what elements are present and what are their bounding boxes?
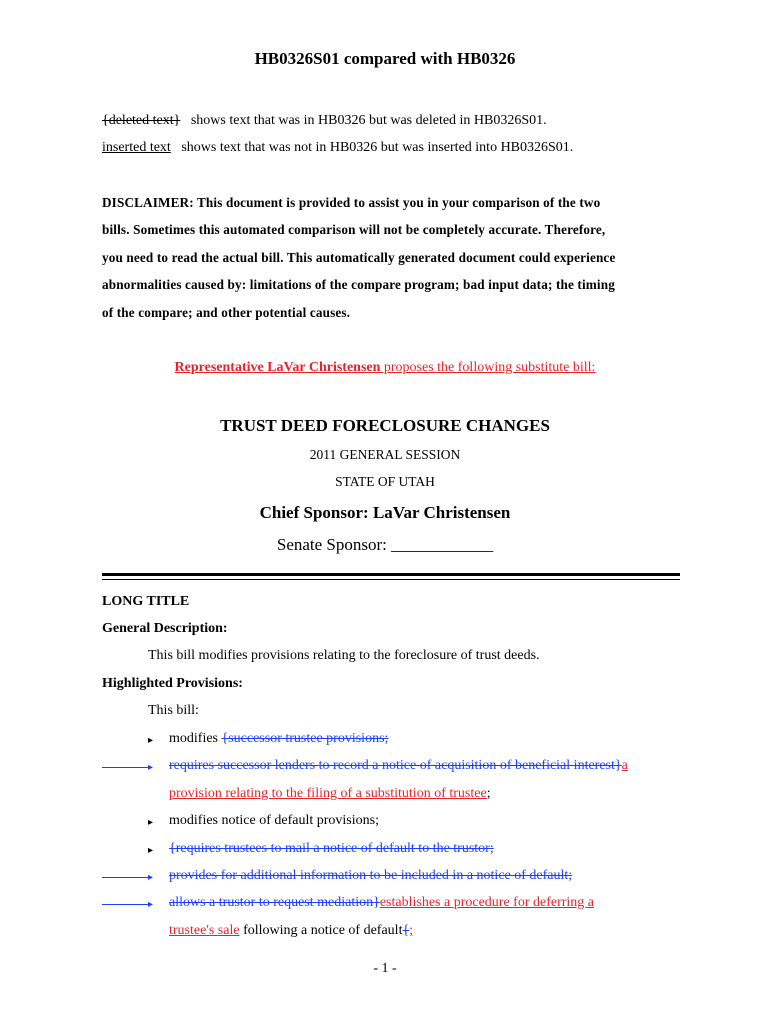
provision-6-deleted-end: { (402, 923, 410, 938)
page-number: - 1 - (373, 961, 397, 976)
bullet-icon: ▸ (148, 899, 154, 910)
chief-sponsor: Chief Sponsor: LaVar Christensen (259, 503, 511, 522)
header-divider-thick (102, 573, 680, 576)
long-title-heading: LONG TITLE (102, 594, 190, 609)
general-description-text: This bill modifies provisions relating to the foreclosure of trust deeds. (148, 648, 540, 663)
senate-sponsor: Senate Sponsor: ____________ (276, 535, 494, 554)
disclaimer-line-5: of the compare; and other potential causes. (102, 305, 351, 320)
provision-2-inserted: a (621, 758, 628, 773)
highlighted-provisions-heading: Highlighted Provisions: (102, 676, 243, 691)
provision-1-deleted: {successor trustee provisions; (221, 731, 389, 746)
bullet-icon: ▸ (148, 762, 154, 773)
provisions-intro: This bill: (148, 703, 199, 718)
bullet-icon: ▸ (148, 872, 154, 883)
provision-4 (169, 841, 494, 857)
inserted-description: shows text that was not in HB0326 but was inserted into HB0326S01. (181, 140, 574, 155)
provision-6-deleted: allows a trustor to request mediation} (169, 895, 380, 910)
provision-1-text: modifies (169, 731, 222, 746)
provision-4-deleted: {requires trustees to mail a notice of default to the trustor; (169, 841, 494, 856)
inserted-sample: inserted text (102, 140, 171, 155)
legend-inserted (102, 140, 573, 156)
bullet-icon: ▸ (148, 735, 154, 746)
provision-6-inserted: establishes a procedure for deferring a (379, 895, 595, 910)
disclaimer-line-2: bills. Sometimes this automated comparison will not be completely accurate. Therefore, (102, 222, 606, 237)
provision-2-continued (169, 786, 491, 802)
provision-6 (169, 895, 594, 911)
deleted-indent-rule (102, 904, 148, 905)
deleted-description: shows text that was in HB0326 but was deleted in HB0326S01. (190, 113, 547, 128)
legend-deleted (102, 113, 547, 129)
disclaimer-line-4: abnormalities caused by: limitations of the compare program; bad input data; the timing (102, 277, 615, 292)
provision-6-inserted-end: ; (409, 923, 414, 938)
provision-5-deleted: provides for additional information to be included in a notice of default; (169, 868, 573, 883)
session: 2011 GENERAL SESSION (309, 447, 461, 462)
bullet-icon: ▸ (148, 817, 154, 828)
deleted-indent-rule (102, 767, 148, 768)
deleted-indent-rule (102, 877, 148, 878)
provision-6-continued (169, 923, 413, 939)
representative-text: proposes the following substitute bill: (380, 360, 596, 375)
bullet-icon: ▸ (148, 845, 154, 856)
document-title: HB0326S01 compared with HB0326 (254, 49, 516, 68)
provision-6-inserted-cont: trustee's sale (169, 923, 240, 938)
substitute-bill-notice (0, 360, 770, 376)
provision-2-inserted-cont: provision relating to the filing of a substitution of trustee (169, 786, 487, 801)
provision-2 (169, 758, 628, 774)
deleted-sample: {deleted text} (102, 113, 181, 128)
bill-title: TRUST DEED FORECLOSURE CHANGES (220, 416, 550, 435)
state: STATE OF UTAH (335, 474, 435, 489)
provision-2-deleted: requires successor lenders to record a notice of acquisition of beneficial interest} (169, 758, 622, 773)
provision-6-text: following a notice of default (239, 923, 403, 938)
header-divider-thin (102, 579, 680, 580)
provision-3: modifies notice of default provisions; (169, 813, 379, 828)
provision-2-end: ; (486, 786, 491, 801)
provision-5 (169, 868, 572, 884)
disclaimer-line-1: DISCLAIMER: This document is provided to assist you in your comparison of the two (102, 195, 601, 210)
representative-name: Representative LaVar Christensen (174, 360, 381, 375)
provision-1 (169, 731, 388, 747)
disclaimer-line-3: you need to read the actual bill. This automatically generated document could experience (102, 250, 616, 265)
general-description-heading: General Description: (102, 621, 228, 636)
